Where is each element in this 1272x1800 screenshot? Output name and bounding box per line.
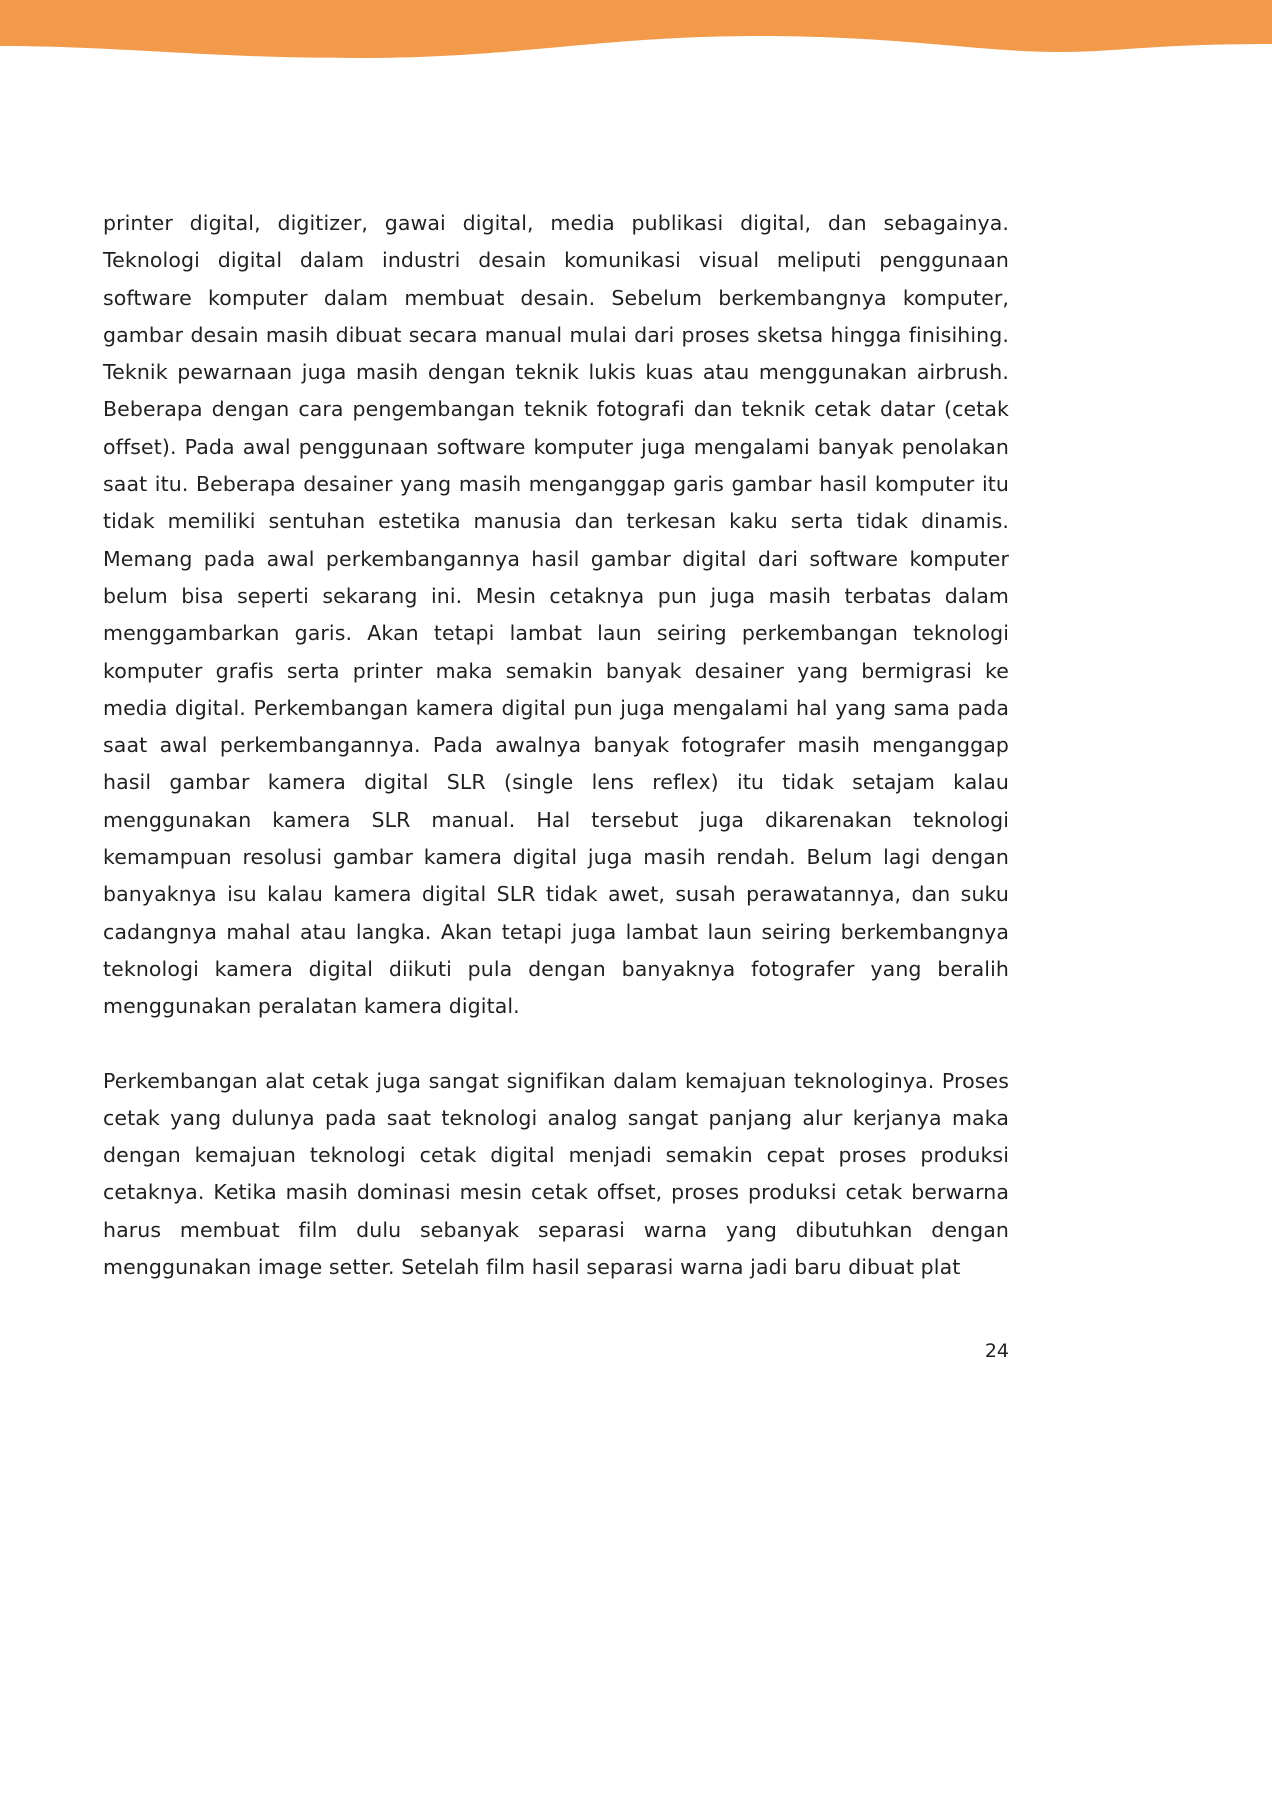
page-body: [103, 205, 1009, 1286]
body-paragraph-2: Perkembangan alat cetak juga sangat signifikan dalam kemajuan teknologinya. Proses cetak yang dulunya pada saat teknologi analog sangat panjang alur kerjanya maka dengan kemajuan teknologi cetak digital menjadi semakin cepat proses produksi cetaknya. Ketika masih dominasi mesin cetak offset, proses produksi cetak berwarna harus membuat film dulu sebanyak separasi warna yang dibutuhkan dengan menggunakan image setter. Setelah film hasil separasi warna jadi baru dibuat plat: [103, 1068, 1009, 1280]
header-decoration: [0, 0, 1272, 80]
body-paragraph-1: printer digital, digitizer, gawai digital, media publikasi digital, dan sebagainya. Teknologi digital dalam industri desain komunikasi visual meliputi penggunaan software komputer dalam membuat desain. Sebelum berkembangnya komputer, gambar desain masih dibuat secara manual mulai dari proses sketsa hingga finisihing. Teknik pewarnaan juga masih dengan teknik lukis kuas atau menggunakan airbrush. Beberapa dengan cara pengembangan teknik fotografi dan teknik cetak datar (cetak offset). Pada awal penggunaan software komputer juga mengalami banyak penolakan saat itu. Beberapa desainer yang masih menganggap garis gambar hasil komputer itu tidak memiliki sentuhan estetika manusia dan terkesan kaku serta tidak dinamis. Memang pada awal perkembangannya hasil gambar digital dari software komputer belum bisa seperti sekarang ini. Mesin cetaknya pun juga masih terbatas dalam menggambarkan garis. Akan tetapi lambat laun seiring perkembangan teknologi komputer grafis serta printer maka semakin banyak desainer yang bermigrasi ke media digital. Perkembangan kamera digital pun juga mengalami hal yang sama pada saat awal perkembangannya. Pada awalnya banyak fotografer masih menganggap hasil gambar kamera digital SLR (single lens reflex) itu tidak setajam kalau menggunakan kamera SLR manual. Hal tersebut juga dikarenakan teknologi kemampuan resolusi gambar kamera digital juga masih rendah. Belum lagi dengan banyaknya isu kalau kamera digital SLR tidak awet, susah perawatannya, dan suku cadangnya mahal atau langka. Akan tetapi juga lambat laun seiring berkembangnya teknologi kamera digital diikuti pula dengan banyaknya fotografer yang beralih menggunakan peralatan kamera digital.: [103, 211, 1009, 1019]
page-number: 24: [984, 1340, 1009, 1362]
header-curve-shape: [0, 0, 1272, 80]
